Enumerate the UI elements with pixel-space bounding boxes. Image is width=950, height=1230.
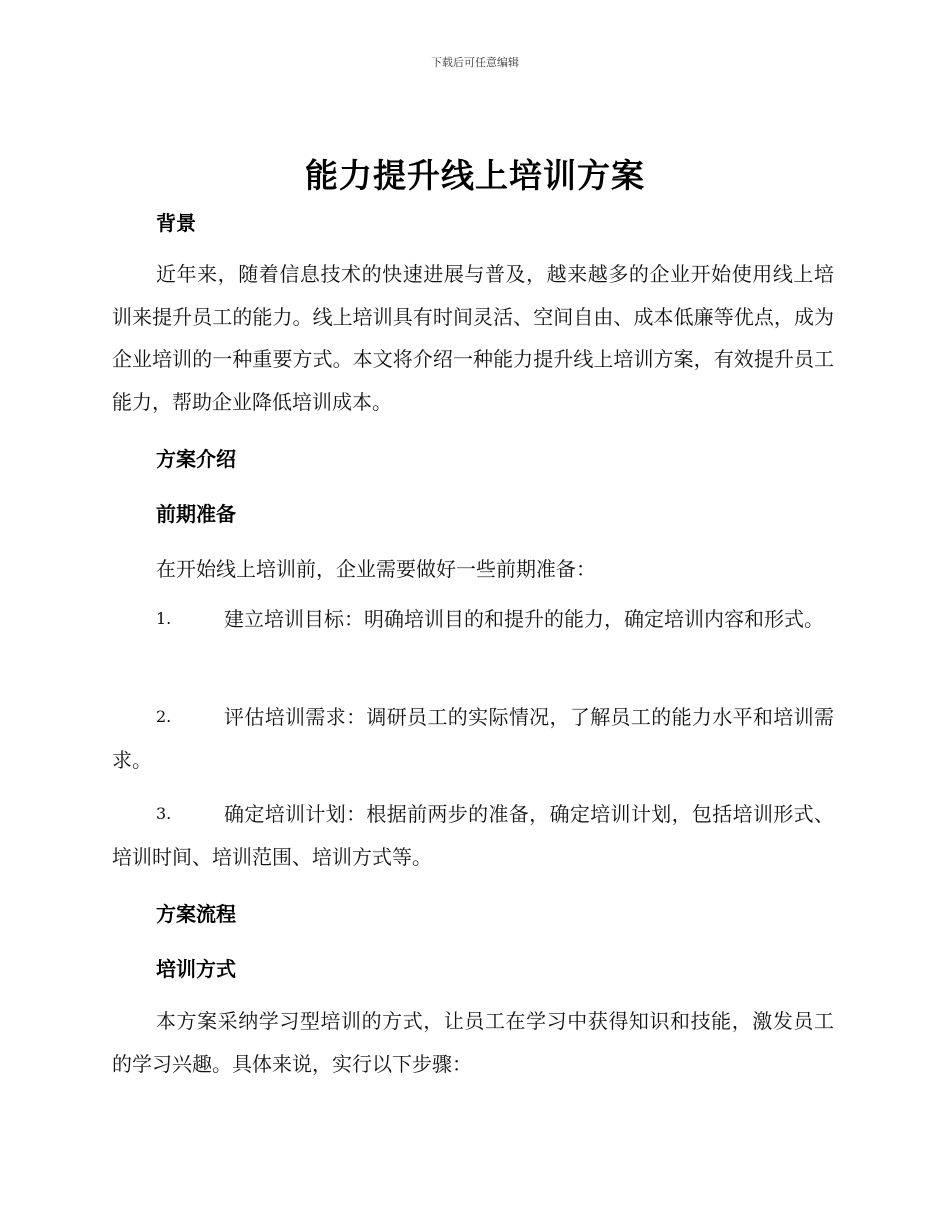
list-item-number: 2.	[156, 707, 172, 726]
heading-background: 背景	[156, 211, 196, 235]
list-item-text: 建立培训目标：明确培训目的和提升的能力，确定培训内容和形式。	[224, 607, 824, 631]
list-item-text: 确定培训计划：根据前两步的准备，确定培训计划，包括培训形式、培训时间、培训范围、培训方式等。	[112, 802, 834, 869]
paragraph-background: 近年来，随着信息技术的快速进展与普及，越来越多的企业开始使用线上培训来提升员工的能力。线上培训具有时间灵活、空间自由、成本低廉等优点，成为企业培训的一种重要方式。本文将介绍一种能力提升线上培训方案，有效提升员工能力，帮助企业降低培训成本。	[112, 262, 834, 414]
list-item-text: 评估培训需求：调研员工的实际情况，了解员工的能力水平和培训需求。	[112, 705, 834, 772]
list-item	[112, 598, 834, 641]
heading-process: 方案流程	[156, 902, 236, 926]
list-item	[112, 696, 834, 781]
heading-plan-intro: 方案介绍	[156, 447, 236, 471]
header-note: 下载后可任意编辑	[431, 56, 519, 69]
list-item-number: 3.	[156, 804, 172, 823]
document-title: 能力提升线上培训方案	[305, 156, 645, 195]
list-item	[112, 793, 834, 878]
paragraph-prep-intro: 在开始线上培训前，企业需要做好一些前期准备：	[156, 557, 596, 581]
list-item-number: 1.	[156, 609, 172, 628]
paragraph-method: 本方案采纳学习型培训的方式，让员工在学习中获得知识和技能，激发员工的学习兴趣。具体来说，实行以下步骤：	[112, 1009, 834, 1076]
heading-method: 培训方式	[156, 957, 236, 981]
heading-prep: 前期准备	[156, 502, 236, 526]
